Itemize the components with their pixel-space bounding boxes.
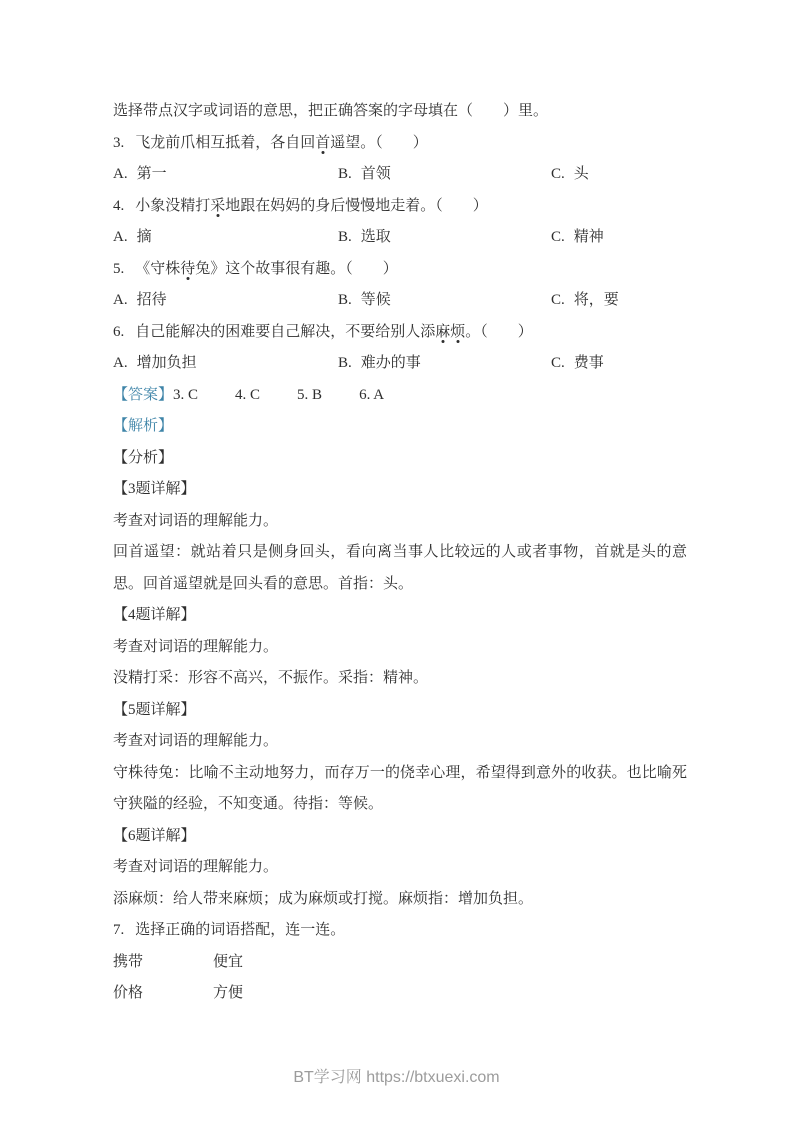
question-stem-text (135, 135, 428, 151)
question-stem (113, 128, 687, 160)
emphasized-char: 采 (210, 197, 226, 214)
emphasized-char: 首 (315, 134, 331, 151)
option (338, 348, 551, 380)
question-stem-text (135, 324, 533, 340)
match-right-word: 方便 (213, 985, 244, 1001)
option (338, 222, 551, 254)
question-number: 3. (113, 134, 125, 151)
stem-segment: 自己能解决的困难要自己解决，不要给别人添 (135, 323, 436, 340)
option-label: B. (338, 292, 352, 308)
explanation-title: 【6题详解】 (113, 827, 196, 844)
option-text: 摘 (136, 229, 152, 245)
question-block (113, 128, 687, 191)
option-text: 费事 (573, 355, 604, 371)
question-options (113, 222, 687, 254)
option (338, 159, 551, 191)
answer-item: 6. A (359, 386, 385, 403)
explanation-line: 添麻烦：给人带来麻烦；成为麻烦或打搅。麻烦指：增加负担。 (113, 890, 534, 907)
option (551, 222, 687, 254)
question-block (113, 317, 687, 380)
explanation-title: 【3题详解】 (113, 481, 196, 497)
question-stem-text (135, 261, 398, 277)
explanation-line: 考查对词语的理解能力。 (113, 638, 279, 655)
content-area (113, 96, 687, 1010)
stem-segment: 《守株 (135, 260, 181, 277)
match-row (113, 947, 687, 979)
match-left-word: 携带 (113, 953, 144, 970)
option-text: 头 (573, 166, 589, 182)
question-number: 4. (113, 197, 125, 214)
question-stem (113, 191, 687, 223)
questions-list (113, 128, 687, 380)
explanation-title: 【5题详解】 (113, 701, 196, 718)
explanation-line: 没精打采：形容不高兴，不振作。采指：精神。 (113, 670, 429, 686)
option-label: B. (338, 355, 352, 371)
option (551, 348, 687, 380)
question-stem (113, 317, 687, 349)
option (551, 159, 687, 191)
emphasized-char: 待 (180, 260, 196, 277)
explanation-line: 考查对词语的理解能力。 (113, 859, 279, 875)
match-row (113, 978, 687, 1010)
explanation-line: 回首遥望：就站着只是侧身回头，看向离当事人比较远的人或者事物，首就是头的意思。回首遥望就是回头看的意思。首指：头。 (113, 544, 687, 592)
stem-segment: 兔》这个故事很有趣。（ ） (195, 260, 398, 277)
answer-items (173, 387, 384, 403)
option (113, 222, 338, 254)
explanation-block (113, 474, 687, 600)
answer-item: 5. B (297, 386, 323, 403)
emphasized-char: 烦 (450, 323, 466, 340)
option-text: 等候 (360, 292, 391, 308)
option-text: 选取 (360, 229, 391, 245)
analysis-section-label: 【解析】 (113, 418, 174, 434)
option-text: 第一 (136, 166, 167, 182)
explanation-line: 守株待兔：比喻不主动地努力，而存万一的侥幸心理，希望得到意外的收获。也比喻死守狭隘的经验，不知变通。待指：等候。 (113, 764, 687, 812)
option-text: 增加负担 (136, 355, 197, 371)
option-label: A. (113, 292, 128, 308)
option (113, 348, 338, 380)
question-options (113, 348, 687, 380)
watermark-link[interactable]: BT学习网 https://btxuexi.com (293, 1069, 500, 1086)
question-options (113, 159, 687, 191)
stem-segment: 地跟在妈妈的身后慢慢地走着。（ ） (225, 197, 488, 214)
option-label: B. (338, 229, 352, 245)
match-right-word: 便宜 (213, 953, 244, 970)
explanation-line: 考查对词语的理解能力。 (113, 512, 279, 529)
emphasized-char: 麻 (435, 323, 451, 340)
analysis-header: 【分析】 (113, 449, 174, 466)
option (113, 159, 338, 191)
option-text: 首领 (360, 166, 391, 182)
option-label: C. (551, 229, 565, 245)
question-number: 5. (113, 260, 125, 277)
matching-exercise (113, 947, 687, 1010)
question7-stem (113, 915, 687, 947)
question7-number: 7. (113, 922, 125, 938)
stem-segment: 小象没精打 (135, 197, 211, 214)
option-text: 招待 (136, 292, 167, 308)
instruction-text: 选择带点汉字或词语的意思，把正确答案的字母填在（ ）里。 (113, 103, 549, 119)
option (113, 285, 338, 317)
question-stem-text (135, 198, 488, 214)
answer-item: 4. C (235, 386, 261, 403)
option-text: 精神 (573, 229, 604, 245)
option-label: C. (551, 166, 565, 182)
option (338, 285, 551, 317)
option-label: B. (338, 166, 352, 182)
explanations-list (113, 474, 687, 915)
question-number: 6. (113, 323, 125, 340)
option-label: A. (113, 229, 128, 245)
answer-label: 【答案】 (113, 386, 174, 403)
stem-segment: 。（ ） (465, 323, 533, 340)
option-label: A. (113, 166, 128, 182)
question7-text: 选择正确的词语搭配，连一连。 (135, 922, 346, 938)
match-left-word: 价格 (113, 985, 144, 1001)
explanation-block (113, 600, 687, 695)
question-block (113, 191, 687, 254)
explanation-title: 【4题详解】 (113, 607, 196, 623)
explanation-block (113, 695, 687, 821)
option-label: C. (551, 292, 565, 308)
option-label: A. (113, 355, 128, 371)
explanation-line: 考查对词语的理解能力。 (113, 733, 279, 749)
question-block (113, 254, 687, 317)
answer-line (113, 380, 687, 412)
answer-item: 3. C (173, 386, 199, 403)
watermark (0, 1064, 793, 1087)
option-label: C. (551, 355, 565, 371)
question-options (113, 285, 687, 317)
explanation-block (113, 821, 687, 916)
option-text: 将，要 (573, 292, 619, 308)
option-text: 难办的事 (360, 355, 421, 371)
option (551, 285, 687, 317)
stem-segment: 飞龙前爪相互抵着，各自回 (135, 134, 316, 151)
question-stem (113, 254, 687, 286)
stem-segment: 遥望。（ ） (330, 134, 428, 151)
